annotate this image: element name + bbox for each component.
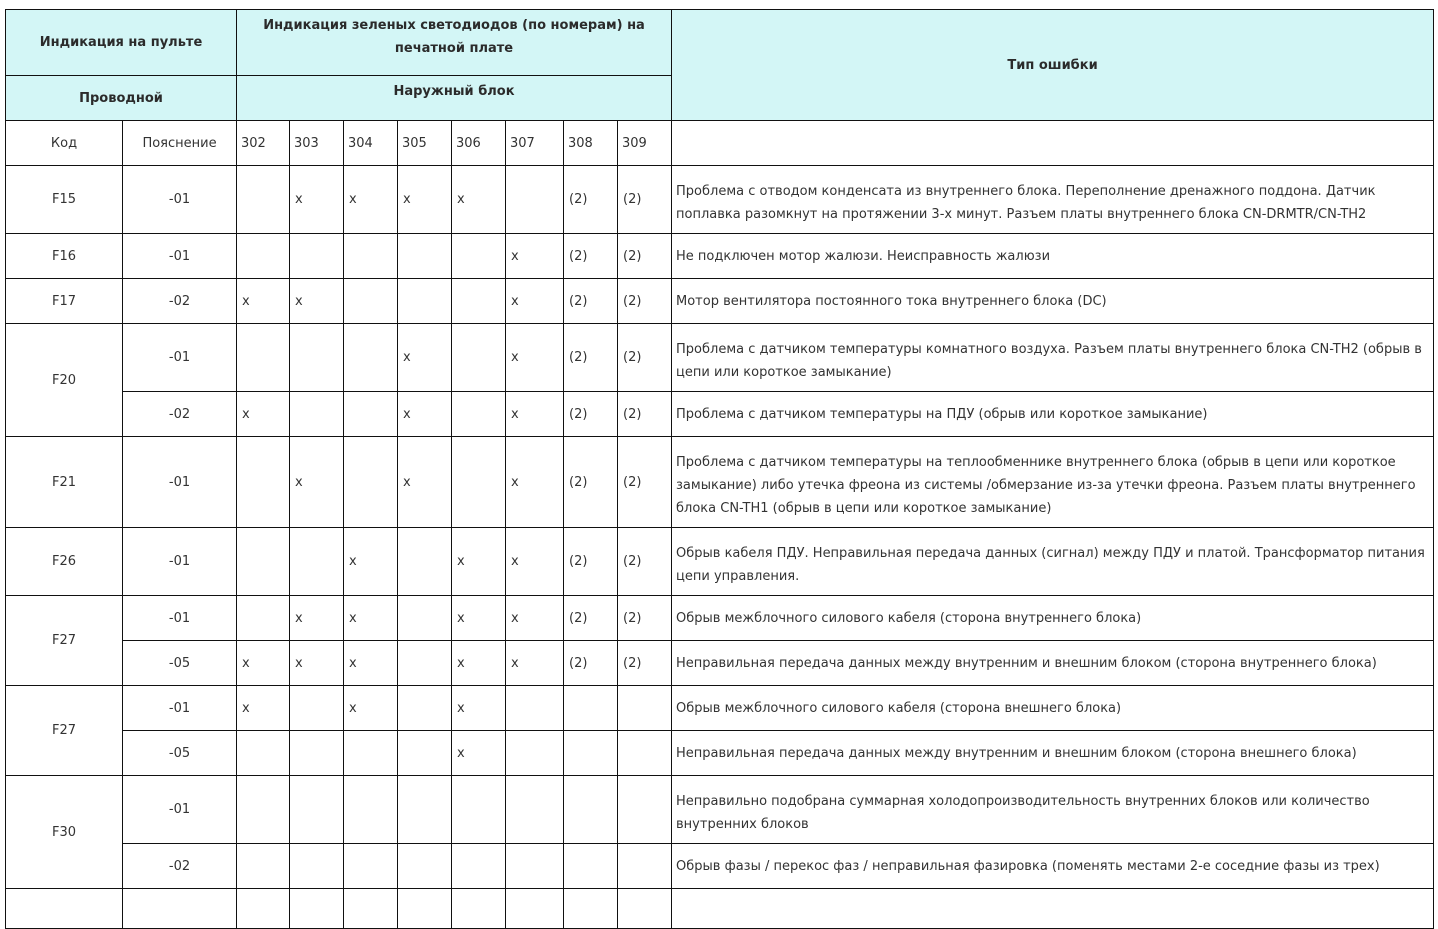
led-cell-305 bbox=[398, 776, 452, 844]
led-cell-309 bbox=[618, 686, 672, 731]
led-cell-303 bbox=[290, 776, 344, 844]
table-row bbox=[6, 844, 1434, 889]
header-wired: Проводной bbox=[6, 76, 237, 121]
header-outdoor-unit: Наружный блок bbox=[237, 76, 672, 121]
header-indication-remote: Индикация на пульте bbox=[6, 10, 237, 76]
error-code: F17 bbox=[6, 279, 123, 324]
error-explanation: -01 bbox=[123, 528, 237, 596]
led-cell-306 bbox=[452, 324, 506, 392]
error-code: F16 bbox=[6, 234, 123, 279]
error-code: F21 bbox=[6, 437, 123, 528]
led-cell-303 bbox=[290, 324, 344, 392]
error-code: F30 bbox=[6, 776, 123, 889]
led-cell-309: (2) bbox=[618, 166, 672, 234]
error-description: Проблема с датчиком температуры комнатного воздуха. Разъем платы внутреннего блока CN-TH2 (обрыв в цепи или короткое замыкание) bbox=[672, 324, 1434, 392]
error-description: Неправильно подобрана суммарная холодопроизводительность внутренних блоков или количество внутренних блоков bbox=[672, 776, 1434, 844]
led-cell-309: (2) bbox=[618, 324, 672, 392]
error-code: F27 bbox=[6, 686, 123, 776]
led-cell-309 bbox=[618, 731, 672, 776]
led-cell-306: x bbox=[452, 166, 506, 234]
led-cell-302: x bbox=[237, 686, 290, 731]
led-cell-305 bbox=[398, 731, 452, 776]
led-cell-302 bbox=[237, 776, 290, 844]
error-description: Не подключен мотор жалюзи. Неисправность жалюзи bbox=[672, 234, 1434, 279]
led-cell-308 bbox=[564, 776, 618, 844]
led-cell-308: (2) bbox=[564, 279, 618, 324]
led-cell-308: (2) bbox=[564, 641, 618, 686]
led-cell-305 bbox=[398, 234, 452, 279]
column-header-led-306: 306 bbox=[452, 121, 506, 166]
led-cell-308: (2) bbox=[564, 528, 618, 596]
column-header-led-308: 308 bbox=[564, 121, 618, 166]
column-header-led-302: 302 bbox=[237, 121, 290, 166]
led-cell-303: x bbox=[290, 279, 344, 324]
led-cell-307: x bbox=[506, 528, 564, 596]
led-cell-303 bbox=[290, 528, 344, 596]
table-row bbox=[6, 686, 1434, 731]
error-description: Мотор вентилятора постоянного тока внутреннего блока (DC) bbox=[672, 279, 1434, 324]
column-header-led-305: 305 bbox=[398, 121, 452, 166]
led-cell-307: x bbox=[506, 596, 564, 641]
led-cell-304: x bbox=[344, 641, 398, 686]
led-cell-304 bbox=[344, 324, 398, 392]
led-cell-304 bbox=[344, 437, 398, 528]
led-cell-307: x bbox=[506, 641, 564, 686]
led-cell-302 bbox=[237, 166, 290, 234]
header-error-type: Тип ошибки bbox=[672, 10, 1434, 121]
error-explanation: -01 bbox=[123, 166, 237, 234]
led-cell-307 bbox=[506, 166, 564, 234]
led-cell-302: x bbox=[237, 279, 290, 324]
led-cell-303 bbox=[290, 234, 344, 279]
led-cell-307 bbox=[506, 686, 564, 731]
led-cell-305 bbox=[398, 528, 452, 596]
led-cell-309: (2) bbox=[618, 234, 672, 279]
led-cell-304 bbox=[344, 279, 398, 324]
led-cell-307: x bbox=[506, 324, 564, 392]
error-code: F26 bbox=[6, 528, 123, 596]
table-row bbox=[6, 641, 1434, 686]
error-description: Обрыв межблочного силового кабеля (сторона внешнего блока) bbox=[672, 686, 1434, 731]
led-cell-306: x bbox=[452, 731, 506, 776]
error-explanation: -01 bbox=[123, 776, 237, 844]
led-cell-308: (2) bbox=[564, 392, 618, 437]
error-explanation: -05 bbox=[123, 731, 237, 776]
led-cell-302 bbox=[237, 731, 290, 776]
led-cell-307: x bbox=[506, 392, 564, 437]
led-cell-308 bbox=[564, 731, 618, 776]
led-cell-305: x bbox=[398, 437, 452, 528]
led-cell-304 bbox=[344, 234, 398, 279]
column-header-led-307: 307 bbox=[506, 121, 564, 166]
table-row bbox=[6, 731, 1434, 776]
table-row bbox=[6, 392, 1434, 437]
led-cell-306 bbox=[452, 776, 506, 844]
error-explanation: -02 bbox=[123, 392, 237, 437]
error-description: Проблема с датчиком температуры на ПДУ (обрыв или короткое замыкание) bbox=[672, 392, 1434, 437]
table-row bbox=[6, 324, 1434, 392]
led-cell-303 bbox=[290, 686, 344, 731]
table-row bbox=[6, 279, 1434, 324]
led-cell-306 bbox=[452, 392, 506, 437]
led-cell-308: (2) bbox=[564, 324, 618, 392]
led-cell-308: (2) bbox=[564, 166, 618, 234]
led-cell-302 bbox=[237, 844, 290, 889]
led-cell-308: (2) bbox=[564, 596, 618, 641]
led-cell-308 bbox=[564, 844, 618, 889]
led-cell-306: x bbox=[452, 641, 506, 686]
error-code-table bbox=[5, 9, 1434, 929]
led-cell-306: x bbox=[452, 596, 506, 641]
led-cell-303: x bbox=[290, 166, 344, 234]
led-cell-302 bbox=[237, 528, 290, 596]
led-cell-305 bbox=[398, 641, 452, 686]
led-cell-303: x bbox=[290, 437, 344, 528]
led-cell-304: x bbox=[344, 686, 398, 731]
error-description: Неправильная передача данных между внутренним и внешним блоком (сторона внешнего блока) bbox=[672, 731, 1434, 776]
led-cell-306 bbox=[452, 234, 506, 279]
led-cell-308 bbox=[564, 686, 618, 731]
led-cell-308: (2) bbox=[564, 437, 618, 528]
led-cell-305: x bbox=[398, 324, 452, 392]
column-header-row bbox=[6, 121, 1434, 166]
table-row bbox=[6, 234, 1434, 279]
error-explanation: -01 bbox=[123, 596, 237, 641]
table-row bbox=[6, 528, 1434, 596]
led-cell-304 bbox=[344, 731, 398, 776]
error-explanation: -01 bbox=[123, 437, 237, 528]
led-cell-307 bbox=[506, 844, 564, 889]
column-header-led-303: 303 bbox=[290, 121, 344, 166]
header-row-1 bbox=[6, 10, 1434, 76]
led-cell-305 bbox=[398, 686, 452, 731]
led-cell-307 bbox=[506, 731, 564, 776]
error-explanation: -01 bbox=[123, 686, 237, 731]
led-cell-304 bbox=[344, 844, 398, 889]
led-cell-305: x bbox=[398, 166, 452, 234]
led-cell-304: x bbox=[344, 166, 398, 234]
led-cell-302 bbox=[237, 437, 290, 528]
table-row bbox=[6, 596, 1434, 641]
led-cell-303: x bbox=[290, 641, 344, 686]
error-explanation: -01 bbox=[123, 324, 237, 392]
error-description: Проблема с отводом конденсата из внутреннего блока. Переполнение дренажного поддона. Датчик поплавка разомкнут на протяжении 3-х минут. Разъем платы внутреннего блока CN-DRMTR/CN-TH2 bbox=[672, 166, 1434, 234]
table-row bbox=[6, 166, 1434, 234]
led-cell-309: (2) bbox=[618, 279, 672, 324]
led-cell-304 bbox=[344, 776, 398, 844]
led-cell-307: x bbox=[506, 234, 564, 279]
led-cell-309: (2) bbox=[618, 641, 672, 686]
led-cell-306 bbox=[452, 844, 506, 889]
table-row bbox=[6, 776, 1434, 844]
led-cell-306: x bbox=[452, 528, 506, 596]
led-cell-302 bbox=[237, 324, 290, 392]
column-header-blank bbox=[672, 121, 1434, 166]
led-cell-302 bbox=[237, 234, 290, 279]
table-row bbox=[6, 437, 1434, 528]
led-cell-306 bbox=[452, 437, 506, 528]
error-explanation: -05 bbox=[123, 641, 237, 686]
column-header-explanation: Пояснение bbox=[123, 121, 237, 166]
led-cell-309 bbox=[618, 776, 672, 844]
led-cell-305: x bbox=[398, 392, 452, 437]
led-cell-304 bbox=[344, 392, 398, 437]
led-cell-309: (2) bbox=[618, 437, 672, 528]
column-header-led-309: 309 bbox=[618, 121, 672, 166]
error-code: F15 bbox=[6, 166, 123, 234]
error-code: F27 bbox=[6, 596, 123, 686]
error-description: Неправильная передача данных между внутренним и внешним блоком (сторона внутреннего блока) bbox=[672, 641, 1434, 686]
column-header-led-304: 304 bbox=[344, 121, 398, 166]
error-rows bbox=[6, 166, 1434, 929]
led-cell-303: x bbox=[290, 596, 344, 641]
led-cell-306: x bbox=[452, 686, 506, 731]
led-cell-304: x bbox=[344, 528, 398, 596]
column-header-code: Код bbox=[6, 121, 123, 166]
led-cell-305 bbox=[398, 596, 452, 641]
led-cell-302: x bbox=[237, 392, 290, 437]
led-cell-303 bbox=[290, 392, 344, 437]
led-cell-309: (2) bbox=[618, 596, 672, 641]
error-explanation: -02 bbox=[123, 844, 237, 889]
led-cell-307: x bbox=[506, 437, 564, 528]
led-cell-309: (2) bbox=[618, 528, 672, 596]
led-cell-304: x bbox=[344, 596, 398, 641]
led-cell-305 bbox=[398, 279, 452, 324]
led-cell-308: (2) bbox=[564, 234, 618, 279]
error-description: Обрыв межблочного силового кабеля (сторона внутреннего блока) bbox=[672, 596, 1434, 641]
led-cell-305 bbox=[398, 844, 452, 889]
led-cell-307 bbox=[506, 776, 564, 844]
led-cell-307: x bbox=[506, 279, 564, 324]
led-cell-303 bbox=[290, 844, 344, 889]
error-description: Обрыв фазы / перекос фаз / неправильная фазировка (поменять местами 2-е соседние фазы из трех) bbox=[672, 844, 1434, 889]
led-cell-303 bbox=[290, 731, 344, 776]
error-description: Обрыв кабеля ПДУ. Неправильная передача данных (сигнал) между ПДУ и платой. Трансформатор питания цепи управления. bbox=[672, 528, 1434, 596]
error-code: F20 bbox=[6, 324, 123, 437]
error-explanation: -02 bbox=[123, 279, 237, 324]
error-explanation: -01 bbox=[123, 234, 237, 279]
led-cell-302 bbox=[237, 596, 290, 641]
led-cell-309: (2) bbox=[618, 392, 672, 437]
header-indication-leds: Индикация зеленых светодиодов (по номерам) на печатной плате bbox=[237, 10, 672, 76]
led-cell-309 bbox=[618, 844, 672, 889]
error-description: Проблема с датчиком температуры на теплообменнике внутреннего блока (обрыв в цепи или короткое замыкание) либо утечка фреона из системы /обмерзание из-за утечки фреона. Разъем платы внутреннего блока CN-TH1 (обрыв в цепи или короткое замыкание) bbox=[672, 437, 1434, 528]
led-cell-306 bbox=[452, 279, 506, 324]
led-cell-302: x bbox=[237, 641, 290, 686]
